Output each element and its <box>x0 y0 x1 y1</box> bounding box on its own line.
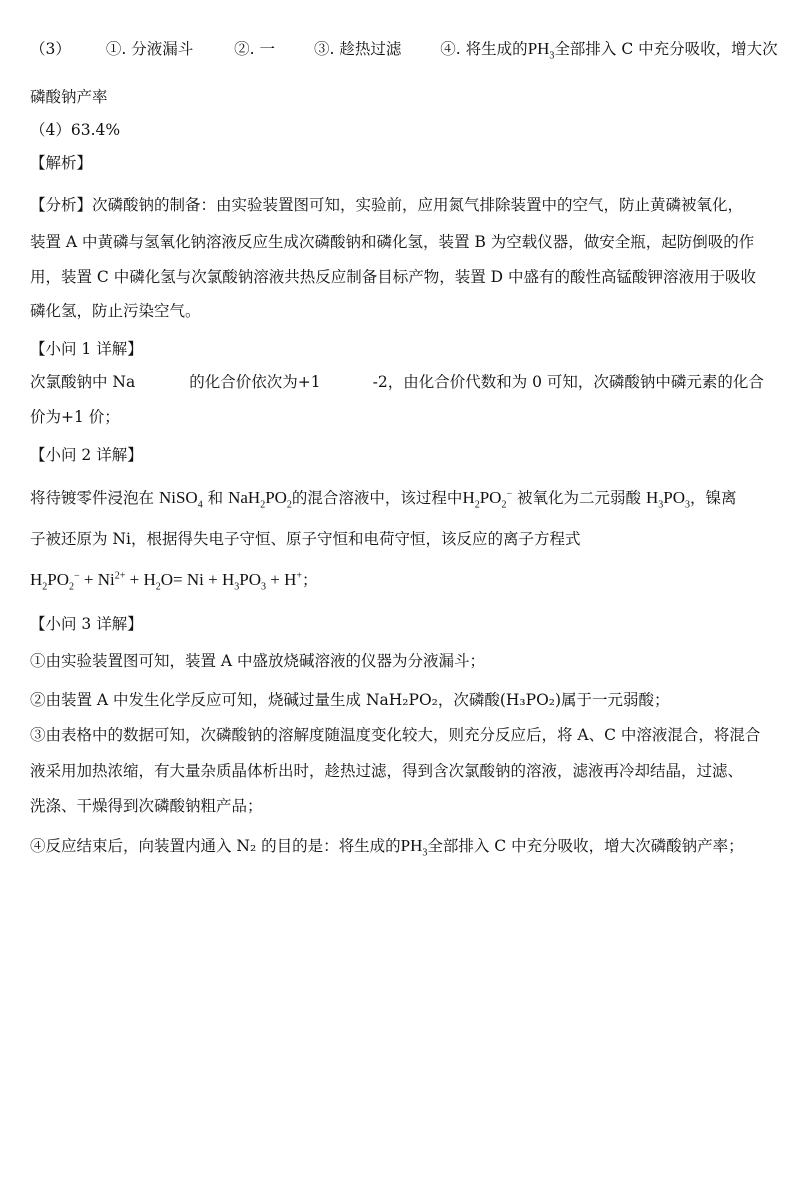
s1-line-2: 价为+1 价； <box>30 408 120 426</box>
s3-point-3-line-1: ③由表格中的数据可知，次磷酸钠的溶解度随温度变化较大，则充分反应后，将 A、C 中溶液混合，将混合 <box>30 726 761 744</box>
s1-header: 【小问 1 详解】 <box>30 340 143 358</box>
nah2po2-formula: $NaH_2PO_2$ <box>228 488 292 511</box>
q3-a4-post: 全部排入 C 中充分吸收，增大次 <box>554 40 778 58</box>
q3-a4-mark: ④. <box>440 40 461 58</box>
q4-answer: （4）63.4% <box>30 121 121 139</box>
analysis-line-3: 用，装置 C 中磷化氢与次氯酸钠溶液共热反应制备目标产物，装置 D 中盛有的酸性高锰酸钾溶液用于吸收 <box>30 268 756 286</box>
h3po3-formula: $H_3PO_3$ <box>645 488 690 511</box>
ph3-formula: PH <box>527 39 550 58</box>
s1-line-1: 次氯酸钠中 Na 的化合价依次为+1 -2，由化合价代数和为 0 可知，次磷酸钠中磷元素的化合 <box>30 373 764 391</box>
ph3-formula-2: $PH_3$ <box>400 836 428 859</box>
q3-a2: 一 <box>259 40 276 58</box>
q3-a3-mark: ③. <box>313 40 335 58</box>
s3-point-3-line-2: 液采用加热浓缩，有大量杂质晶体析出时，趁热过滤，得到含次氯酸钠的溶液，滤液再冷却结晶，过滤、 <box>30 762 744 780</box>
s3-point-4: ④反应结束后，向装置内通入 N₂ 的目的是：将生成的$PH_3$全部排入 C 中充分吸收，增大次磷酸钠产率； <box>30 836 744 859</box>
q3-answer-cont: 磷酸钠产率 <box>30 88 108 106</box>
s2-line-1: 将待镀零件浸泡在 NiSO$_4$ 和 $NaH_2PO_2$的混合溶液中，该过程中$H_2PO_2^-$ 被氧化为二元弱酸 $H_3PO_3$，镍离 <box>30 488 737 511</box>
s2-header: 【小问 2 详解】 <box>30 446 143 464</box>
q3-answer-line: （3） ①. 分液漏斗 ②. 一 ③. 趁热过滤 ④. 将生成的$PH_3$全部排入 C 中充分吸收，增大次 <box>30 39 778 62</box>
q3-a4-pre: 将生成的 <box>465 40 528 58</box>
q3-number: （3） <box>30 40 71 58</box>
niso4-formula: NiSO$_4$ <box>158 488 203 511</box>
s3-point-3-line-3: 洗涤、干燥得到次磷酸钠粗产品； <box>30 797 263 815</box>
q3-a2-mark: ②. <box>234 40 255 58</box>
s3-header: 【小问 3 详解】 <box>30 615 143 633</box>
h2po2-ion-formula: $H_2PO_2^-$ <box>462 488 513 511</box>
s3-point-1: ①由实验装置图可知，装置 A 中盛放烧碱溶液的仪器为分液漏斗； <box>30 652 486 670</box>
analysis-line-4: 磷化氢，防止污染空气。 <box>30 302 201 320</box>
ionic-equation: $H_2PO_2^- + Ni^{2+} + H_2O= Ni + H_3PO_3 + H^+$； <box>30 570 318 593</box>
analysis-line-1: 【分析】次磷酸钠的制备：由实验装置图可知，实验前，应用氮气排除装置中的空气，防止黄磷被氧化， <box>30 196 744 214</box>
q3-a3: 趁热过滤 <box>339 40 402 58</box>
q3-a1: 分液漏斗 <box>131 40 194 58</box>
s2-line-2: 子被还原为 Ni，根据得失电子守恒、原子守恒和电荷守恒，该反应的离子方程式 <box>30 530 581 548</box>
analysis-header: 【解析】 <box>30 154 93 172</box>
s3-point-2: ②由装置 A 中发生化学反应可知，烧碱过量生成 NaH₂PO₂，次磷酸(H₃PO₂)属于一元弱酸； <box>30 691 670 709</box>
q3-a1-mark: ①. <box>105 40 127 58</box>
analysis-line-2: 装置 A 中黄磷与氢氧化钠溶液反应生成次磷酸钠和磷化氢，装置 B 为空载仪器，做安全瓶，起防倒吸的作 <box>30 233 755 251</box>
